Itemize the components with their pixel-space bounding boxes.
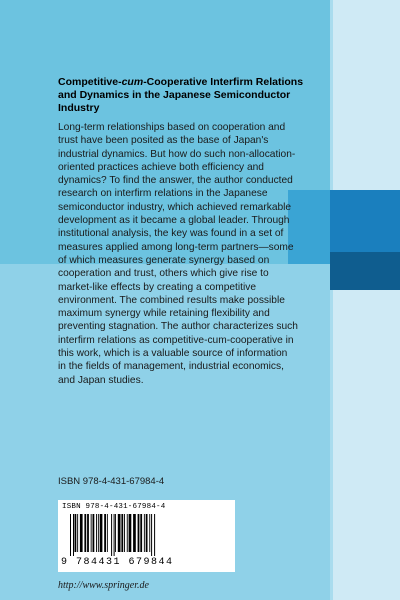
barcode-bar	[70, 514, 71, 556]
barcode-bar	[133, 514, 136, 552]
barcode-bar	[73, 514, 74, 556]
book-title: Competitive-cum-Cooperative Interfirm Relations and Dynamics in the Japanese Semiconductor Industry	[58, 76, 304, 114]
barcode	[58, 500, 235, 572]
barcode-bar	[100, 514, 103, 552]
barcode-bar	[149, 514, 150, 552]
barcode-digits: 9 784431 679844	[61, 557, 174, 568]
barcode-bar	[127, 514, 128, 552]
barcode-bar	[151, 514, 152, 556]
barcode-bar	[115, 514, 116, 552]
barcode-bar	[140, 514, 142, 552]
barcode-bar	[146, 514, 148, 552]
barcode-bar	[91, 514, 92, 552]
barcode-bar	[93, 514, 95, 552]
barcode-bar	[111, 514, 112, 556]
barcode-bar	[80, 514, 83, 552]
barcode-bar	[138, 514, 140, 552]
barcode-bar	[104, 514, 106, 552]
barcode-bar	[96, 514, 97, 552]
barcode-bar	[114, 514, 115, 556]
barcode-bar	[107, 514, 108, 552]
barcode-bar	[154, 514, 155, 556]
barcode-bar	[77, 514, 78, 552]
barcode-bar	[121, 514, 123, 552]
barcode-bar	[144, 514, 145, 552]
decorative-square	[330, 190, 400, 252]
barcode-bar	[118, 514, 121, 552]
spine-strip	[333, 0, 400, 600]
decorative-square	[330, 252, 400, 290]
barcode-bar	[98, 514, 99, 552]
barcode-bar	[87, 514, 89, 552]
barcode-bar	[124, 514, 125, 552]
barcode-bar	[129, 514, 132, 552]
barcode-bar	[75, 514, 77, 552]
barcode-bars	[68, 514, 228, 556]
barcode-label: ISBN 978-4-431-67984-4	[62, 503, 166, 511]
book-description: Long-term relationships based on cooperation and trust have been posited as the base of Japan's industrial dynamics. But how do such non-allocation-oriented practices achieve both efficiency and dynamics? To find the answer, the author conducted research on interfirm relations in the Japanese semiconductor industry, which achieved remarkable development as it became a global leader. Through institutional analysis, the key was found in a set of measures applied among long-term partners—some of which measures generate synergy based on cooperation and trust, others which give rise to market-like effects by creating a competitive environment. The combined results make possible maximum synergy while retaining flexibility and preventing stagnation. The author characterizes such interfirm relations as competitive-cum-cooperative in this work, which is a valuable source of information in the fields of management, industrial economics, and Japan studies.	[58, 122, 298, 386]
barcode-bar	[84, 514, 86, 552]
publisher-url[interactable]: http://www.springer.de	[58, 580, 149, 591]
isbn-text: ISBN 978-4-431-67984-4	[58, 476, 165, 487]
